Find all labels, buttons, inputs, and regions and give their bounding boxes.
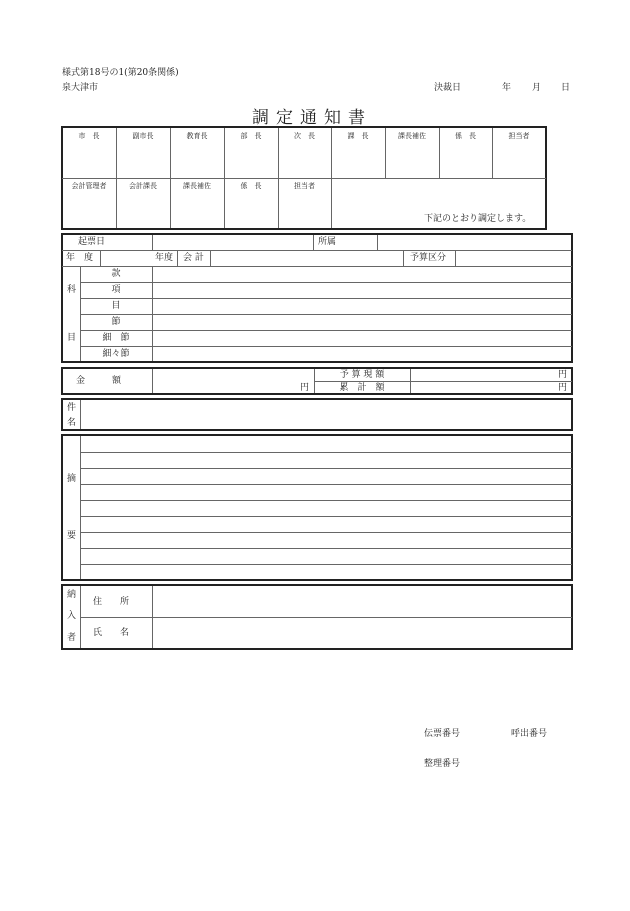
issue-date-label: 起票日	[78, 237, 106, 247]
amount-input[interactable]	[153, 369, 303, 393]
divider	[177, 250, 178, 266]
stamp-subsection-chief[interactable]: 係 長	[455, 132, 476, 140]
subject-kan-input[interactable]	[153, 267, 571, 282]
stamp-accounting-person-in-charge[interactable]: 担当者	[294, 182, 315, 190]
month-label: 月	[532, 83, 542, 93]
payer-label-char-1: 納	[67, 590, 77, 600]
decision-month-input[interactable]	[512, 82, 530, 95]
call-number-label: 呼出番号	[511, 729, 548, 739]
issue-date-input[interactable]	[153, 235, 312, 250]
fiscal-year-input[interactable]	[101, 251, 151, 266]
subject-saisaisetsu-label: 細々節	[102, 349, 130, 359]
divider	[116, 128, 117, 228]
municipality-name: 泉大津市	[62, 83, 99, 93]
subject-saisetsu-label: 細 節	[102, 333, 130, 343]
subject-moku-input[interactable]	[153, 299, 571, 314]
department-input[interactable]	[378, 235, 571, 250]
fiscal-year-suffix: 年度	[155, 253, 174, 263]
divider	[313, 235, 314, 250]
day-label: 日	[561, 83, 571, 93]
cumulative-label: 累 計 額	[339, 383, 385, 393]
reference-number-label: 整理番号	[424, 759, 461, 769]
subject-matter-input[interactable]	[81, 400, 571, 429]
divider	[403, 250, 404, 266]
divider	[278, 128, 279, 228]
divider	[62, 178, 546, 179]
summary-label-top: 摘	[67, 474, 77, 484]
budget-current-label: 予 算 現 額	[339, 370, 385, 380]
subject-label-top: 科	[67, 285, 77, 295]
stamp-accounting-manager[interactable]: 会計管理者	[71, 182, 107, 190]
budget-current-input[interactable]	[411, 369, 556, 381]
decision-date-label: 決裁日	[434, 83, 462, 93]
amount-label: 金 額	[76, 376, 122, 386]
account-label: 会 計	[183, 253, 204, 263]
cumulative-input[interactable]	[411, 382, 556, 393]
year-label: 年	[502, 83, 512, 93]
address-label: 住 所	[93, 597, 130, 607]
subject-kan-label: 款	[111, 269, 121, 279]
department-label: 所属	[318, 237, 337, 247]
subject-label-bottom: 目	[67, 333, 77, 343]
summary-label-bottom: 要	[67, 531, 77, 541]
budget-current-yen-unit: 円	[558, 370, 568, 380]
stamp-assistant-section-chief[interactable]: 課長補佐	[398, 132, 426, 140]
stamp-deputy-director[interactable]: 次 長	[294, 132, 315, 140]
payer-name-input[interactable]	[153, 618, 571, 648]
budget-category-label: 予算区分	[410, 253, 447, 263]
form-number: 様式第18号の1(第20条関係)	[62, 68, 179, 78]
approval-note: 下記のとおり調定します。	[424, 214, 532, 224]
amount-yen-unit: 円	[300, 383, 310, 393]
subject-setsu-label: 節	[111, 317, 121, 327]
stamp-accounting-section-chief[interactable]: 会計課長	[129, 182, 157, 190]
divider	[224, 128, 225, 228]
page-title: 調定通知書	[252, 108, 372, 128]
account-input[interactable]	[211, 251, 402, 266]
subject-saisaisetsu-input[interactable]	[153, 347, 571, 361]
payer-label-char-2: 入	[67, 611, 77, 621]
fiscal-year-label: 年 度	[66, 253, 94, 263]
budget-category-input[interactable]	[456, 251, 571, 266]
subject-setsu-input[interactable]	[153, 315, 571, 330]
name-label: 氏 名	[93, 628, 130, 638]
decision-day-input[interactable]	[542, 82, 560, 95]
payer-address-input[interactable]	[153, 586, 571, 617]
payer-label-char-3: 者	[67, 633, 77, 643]
stamp-accounting-subsection-chief[interactable]: 係 長	[240, 182, 262, 190]
voucher-number-label: 伝票番号	[424, 729, 461, 739]
divider	[331, 128, 332, 228]
subject-kou-label: 項	[111, 285, 121, 295]
subject-saisetsu-input[interactable]	[153, 331, 571, 346]
stamp-accounting-assistant-chief[interactable]: 課長補佐	[183, 182, 211, 190]
stamp-section-chief[interactable]: 課 長	[347, 132, 369, 140]
subject-matter-label-bottom: 名	[67, 418, 77, 428]
subject-kou-input[interactable]	[153, 283, 571, 298]
subject-matter-label-top: 件	[67, 403, 77, 413]
stamp-superintendent[interactable]: 教育長	[186, 132, 208, 140]
divider	[170, 128, 171, 228]
stamp-mayor[interactable]: 市 長	[78, 132, 100, 140]
stamp-department-head[interactable]: 部 長	[240, 132, 262, 140]
decision-year-input[interactable]	[462, 82, 500, 95]
stamp-person-in-charge[interactable]: 担当者	[508, 132, 530, 140]
divider	[80, 266, 81, 361]
summary-textarea[interactable]	[81, 436, 571, 579]
cumulative-yen-unit: 円	[558, 383, 568, 393]
subject-moku-label: 目	[111, 301, 121, 311]
stamp-deputy-mayor[interactable]: 副市長	[132, 132, 154, 140]
